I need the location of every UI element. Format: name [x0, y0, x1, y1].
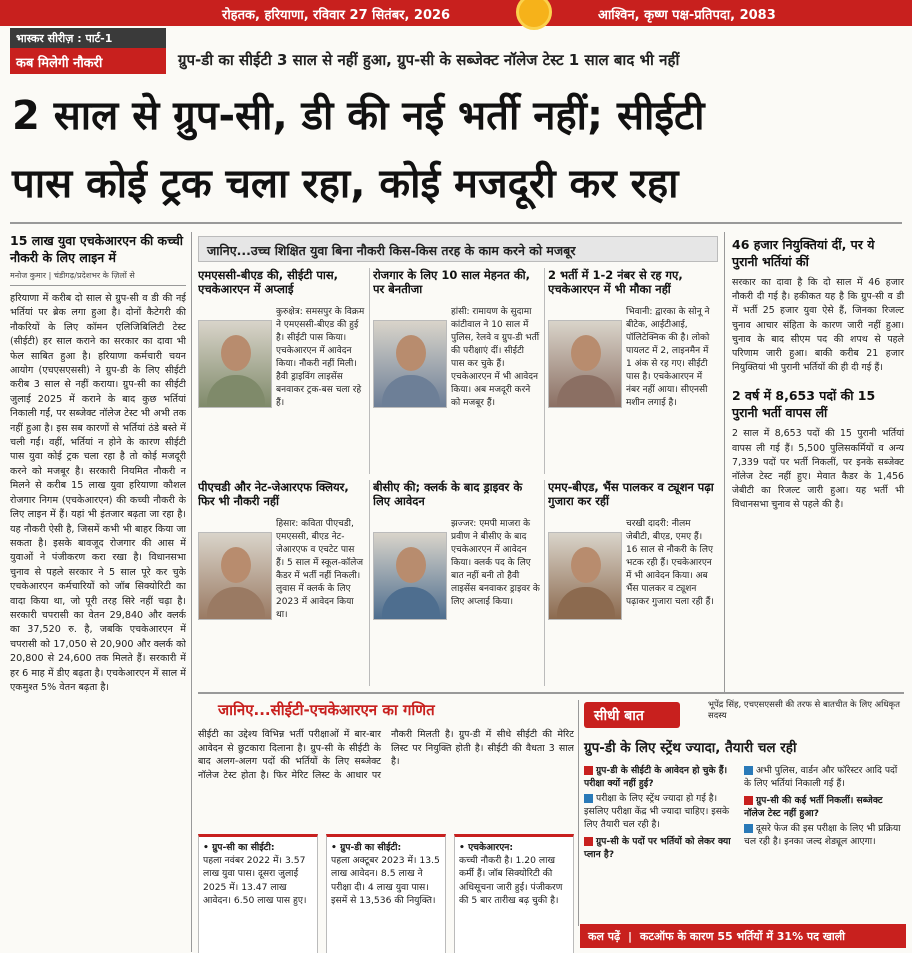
tomorrow-text: कटऑफ के कारण 55 भर्तियों में 31% पद खाली [639, 930, 846, 943]
math-stat-label: • ग्रुप-सी का सीईटी: [203, 842, 275, 853]
profile-card [198, 480, 370, 686]
profiles-banner: जानिए...उच्च शिक्षित युवा बिना नौकरी किस-किस तरह के काम करने को मजबूर [198, 236, 718, 262]
math-intro: सीईटी का उद्देश्य विभिन्न भर्ती परीक्षाओं में बार-बार आवेदन से छुटकारा दिलाना है। ग्रुप-सी के सीईटी के बाद अलग-अलग पदों की भर्तियों के लिए सब्जेक्ट नॉलेज टेस्ट होता है। फिर मेरिट लिस्ट के आधार पर नौकरी मिलती है। ग्रुप-डी में सीधे सीईटी की मेरिट लिस्ट पर नियुक्ति होती है। सीईटी की वैधता 3 साल है। [198, 729, 574, 781]
profile-card [548, 480, 720, 686]
profile-text: हांसी: रामायण के सुदामा कांटीवाल ने 10 साल में पुलिस, रेलवे व ग्रुप-डी भर्ती की परीक्षाएं दीं। सीईटी पास कर चुके हैं। एचकेआरएन में भी आवेदन किया। अब मजदूरी करने को मजबूर हैं। [451, 307, 540, 408]
profile-title: पीएचडी और नेट-जेआरएफ क्लियर, फिर भी नौकरी नहीं [198, 480, 349, 508]
person-photo [373, 320, 447, 408]
direct-talk-tag: सीधी बात [584, 702, 680, 728]
left-column [10, 232, 186, 932]
right-column [732, 236, 904, 513]
person-silhouette-icon [571, 547, 601, 583]
person-body-shape [382, 375, 440, 408]
question-1: ग्रुप-डी के सीईटी के आवेदन हो चुके हैं। परीक्षा क्यों नहीं हुई? [584, 765, 728, 789]
profile-text: कुरुक्षेत्र: समसपुर के विक्रम ने एमएससी-बीएड की हुई है। सीईटी पास किया। एचकेआरएन में आवेदन किया। नौकरी नहीं मिली। हैवी ड्राइविंग लाइसेंस बनवाकर ट्रक-बस चला रहे हैं। [276, 307, 365, 408]
divider [10, 222, 902, 224]
column-rule [191, 232, 192, 952]
headline-line-2: पास कोई ट्रक चला रहा, कोई मजदूरी कर रहा [12, 161, 679, 207]
answer-icon [584, 794, 593, 803]
person-photo [198, 532, 272, 620]
place-date: रोहतक, हरियाणा, रविवार 27 सितंबर, 2026 [222, 8, 451, 23]
person-body-shape [557, 587, 615, 620]
answer-3: दूसरे फेज की इस परीक्षा के लिए भी प्रक्रिया चल रही है। इनका जल्द शेड्यूल आएगा। [744, 823, 901, 847]
math-stat-box [198, 834, 318, 953]
person-photo [548, 320, 622, 408]
person-silhouette-icon [221, 335, 251, 371]
profile-title: एमएससी-बीएड की, सीईटी पास, एचकेआरएन में अप्लाई [198, 268, 338, 296]
right-heading-2: 2 वर्ष में 8,653 पदों की 15 पुरानी भर्ती वापस लीं [732, 388, 876, 421]
series-tag: भास्कर सीरीज़ : पार्ट-1 [10, 28, 166, 48]
math-stat-label: • एचकेआरएन: [459, 842, 514, 853]
person-body-shape [207, 375, 265, 408]
direct-talk-section [584, 700, 904, 928]
math-stat-text: पहला अक्टूबर 2023 में। 13.5 लाख आवेदन। 8.5 लाख ने परीक्षा दी। 4 लाख युवा पास। इसमें से 13,536 की नियुक्ति। [331, 855, 440, 906]
series-name: कब मिलेगी नौकरी [10, 48, 166, 74]
math-section [198, 700, 574, 950]
left-heading: 15 लाख युवा एचकेआरएन की कच्ची नौकरी के लिए लाइन में [10, 233, 184, 265]
right-text-2: 2 साल में 8,653 पदों की 15 पुरानी भर्तियां वापस ली गई हैं। 5,500 पुलिसकर्मियों व अन्य 7,339 पदों पर भर्ती निकलीं, पर इनके सब्जेक्ट नॉलेज टेस्ट नहीं हुए। मेवात कैडर के 1,456 जेबीटी का रिजल्ट जारी हुआ। यह भर्ती भी विधानसभा चुनाव से पहले की है। [732, 428, 904, 511]
question-icon [584, 766, 593, 775]
profile-title: 2 भर्ती में 1-2 नंबर से रह गए, एचकेआरएन में भी मौका नहीं [548, 268, 683, 296]
profile-text: चरखी दादरी: नीलम जेबीटी, बीएड, एमए हैं। 16 साल से नौकरी के लिए भटक रही हैं। एचकेआरएन में भी आवेदन किया। अब भैंस पालकर व ट्यूशन पढ़ाकर गुजारा चला रही हैं। [626, 519, 714, 607]
column-rule [578, 700, 579, 926]
headline-line-1: 2 साल से ग्रुप-सी, डी की नई भर्ती नहीं; सीईटी [12, 93, 705, 139]
interviewee: भूपेंद्र सिंह, एचएसएससी की तरफ से बातचीत के लिए अधिकृत सदस्य [708, 700, 900, 721]
person-silhouette-icon [221, 547, 251, 583]
math-stat-box [454, 834, 574, 953]
profile-card [373, 268, 545, 474]
hindi-calendar-date: आश्विन, कृष्ण पक्ष-प्रतिपदा, 2083 [598, 8, 776, 23]
question-icon [744, 796, 753, 805]
top-date-bar [0, 0, 912, 26]
divider [198, 692, 904, 694]
person-body-shape [207, 587, 265, 620]
person-photo [198, 320, 272, 408]
left-article-text: हरियाणा में करीब दो साल से ग्रुप-सी व डी की नई भर्तियां पर ब्रेक लगा हुआ है। दोनों कैटेगरी की नौकरियों के लिए कॉमन एलिजिबिलिटी टेस्ट (सीईटी) हर साल कराने का सरकार का दावा भी फेल साबित हुआ है। हरियाणा कर्मचारी चयन आयोग (एचएसएससी) ने ग्रुप-डी के लिए सीईटी करीब 3 साल से नहीं कराया। ग्रुप-सी का सीईटी जुलाई 2025 में कराने के बाद कुछ भर्तियां निकाली गईं, पर सब्जेक्ट नॉलेज टेस्ट भी अभी तक नहीं हुआ है। इस सब कारणों से भर्तियां ठंडे बस्ते में चली गईं। वहीं, भर्तियां न होने के कारण सीईटी पास युवा कोई ट्रक चला रहा है तो कोई मजदूरी करने को मजबूर है। सरकारी नियमित नौकरी न मिलने से करीब 15 लाख युवा हरियाणा कौशल रोजगार निगम (एचकेआरएन) की कच्ची नौकरी के लिए लाइन में हैं। यहां भी इंतजार बढ़ता जा रहा है। यह नौकरी ऐसी है, जिसमें कभी भी बाहर किया जा सकता है। इसके बावजूद रोजगार की आस में युवाओं ने पंजीकरण करा रखा है। विधानसभा चुनाव से पहले सरकार ने 5 साल पूरे कर चुके एचकेआरएन कर्मचारियों को जॉब सिक्योरिटी का वादा किया था, जो पूरी तरह सिरे नहीं चढ़ा है। सरकारी चपरासी का वेतन 29,840 और क्लर्क का 37,520 रु. है, जबकि एचकेआरएन में चपरासी को 17,050 से 20,900 और क्लर्क को 20,800 से 24,600 तक मिलते हैं। सरकारी में हर 6 माह में डीए बढ़ता है। एचकेआरएन में साल में एकमुश्त 5% वेतन बढ़ता है। [10, 293, 186, 693]
profile-title: बीसीए की; क्लर्क के बाद ड्राइवर के लिए आवेदन [373, 480, 523, 508]
math-title: जानिए...सीईटी-एचकेआरएन का गणित [218, 701, 435, 719]
qa-right [744, 764, 904, 848]
person-silhouette-icon [396, 335, 426, 371]
question-3: ग्रुप-सी की कई भर्ती निकलीं। सब्जेक्ट नॉलेज टेस्ट नहीं हुआ? [744, 795, 883, 819]
math-stat-boxes [198, 834, 574, 953]
column-rule [724, 232, 725, 692]
person-silhouette-icon [571, 335, 601, 371]
person-body-shape [382, 587, 440, 620]
profile-title: एमए-बीएड, भैंस पालकर व ट्यूशन पढ़ा गुजारा कर रहीं [548, 480, 714, 508]
tomorrow-strip: कल पढ़ें | कटऑफ के कारण 55 भर्तियों में 31% पद खाली [580, 924, 906, 948]
byline: मनोज कुमार | चंडीगढ़/प्रदेशभर के ज़िलों से [10, 270, 186, 286]
right-text-1: सरकार का दावा है कि दो साल में 46 हजार नौकरी दी गई है। हकीकत यह है कि ग्रुप-सी व डी में भर्ती 25 हजार युवा ऐसे हैं, जिनका रिजल्ट चुनाव आचार संहिता के कारण जारी नहीं हुआ। चुनाव के बाद सीएम पद की शपथ से पहले परिणाम जारी हुआ। बाकी करीब 21 हजार नियुक्तियां भी पुरानी भर्तियों की ही दी गई हैं। [732, 277, 904, 374]
tomorrow-label: कल पढ़ें [588, 930, 621, 943]
right-heading-1: 46 हजार नियुक्तियां दीं, पर ये पुरानी भर्तियां कीं [732, 237, 875, 269]
math-stat-text: पहला नवंबर 2022 में। 3.57 लाख युवा पास। दूसरा जुलाई 2025 में। 13.47 लाख आवेदन। 6.50 लाख पास हुए। [203, 855, 307, 906]
math-stat-label: • ग्रुप-डी का सीईटी: [331, 842, 402, 853]
qa-left [584, 764, 736, 861]
profile-text: भिवानी: द्वारका के सोनू ने बीटेक, आईटीआई, पॉलिटेक्निक की है। लोको पायलट में 2, लाइनमैन में 1 अंक से रह गए। सीईटी पास है। एचकेआरएन में नंबर नहीं आया। सीएनसी मशीन लगाई है। [626, 307, 710, 408]
profiles-grid [198, 268, 720, 686]
profile-card [373, 480, 545, 686]
answer-1: परीक्षा के लिए स्ट्रेंथ ज्यादा हो गई है। इसलिए परीक्षा केंद्र भी ज्यादा चाहिए। इसके लिए तैयारी चल रही है। [584, 793, 730, 830]
profile-card [548, 268, 720, 474]
person-photo [548, 532, 622, 620]
math-stat-text: कच्ची नौकरी है। 1.20 लाख कर्मी हैं। जॉब सिक्योरिटी की अधिसूचना जारी हुई। पंजीकरण की 5 बार तारीख बढ़ चुकी है। [459, 855, 563, 906]
answer-icon [744, 824, 753, 833]
person-silhouette-icon [396, 547, 426, 583]
person-photo [373, 532, 447, 620]
direct-talk-title: ग्रुप-डी के लिए स्ट्रेंथ ज्यादा, तैयारी चल रही [584, 740, 797, 756]
person-body-shape [557, 375, 615, 408]
math-stat-box [326, 834, 446, 953]
profile-title: रोजगार के लिए 10 साल मेहनत की, पर बेनतीजा [373, 268, 531, 296]
profile-text: झज्जर: एमपी माजरा के प्रवीण ने बीसीए के बाद एचकेआरएन में आवेदन किया। क्लर्क पद के लिए बात नहीं बनी तो हैवी लाइसेंस बनवाकर ड्राइवर के लिए अप्लाई किया। [451, 519, 540, 607]
question-2: ग्रुप-सी के पदों पर भर्तियों को लेकर क्या प्लान है? [584, 836, 731, 860]
deck-headline: ग्रुप-डी का सीईटी 3 साल से नहीं हुआ, ग्रुप-सी के सब्जेक्ट नॉलेज टेस्ट 1 साल बाद भी नहीं [178, 51, 680, 69]
profile-card [198, 268, 370, 474]
answer-icon [744, 766, 753, 775]
profile-text: हिसार: कविता पीएचडी, एमएससी, बीएड नेट-जेआरएफ व एचटेट पास हैं। 5 साल में स्कूल-कॉलेज कैडर में भर्ती नहीं निकली। लुवास में क्लर्क के लिए 2023 में आवेदन किया था। [276, 519, 364, 620]
question-icon [584, 837, 593, 846]
answer-2: अभी पुलिस, वार्डन और फॉरेस्टर आदि पदों के लिए भर्तियां निकाली गई हैं। [744, 765, 898, 789]
